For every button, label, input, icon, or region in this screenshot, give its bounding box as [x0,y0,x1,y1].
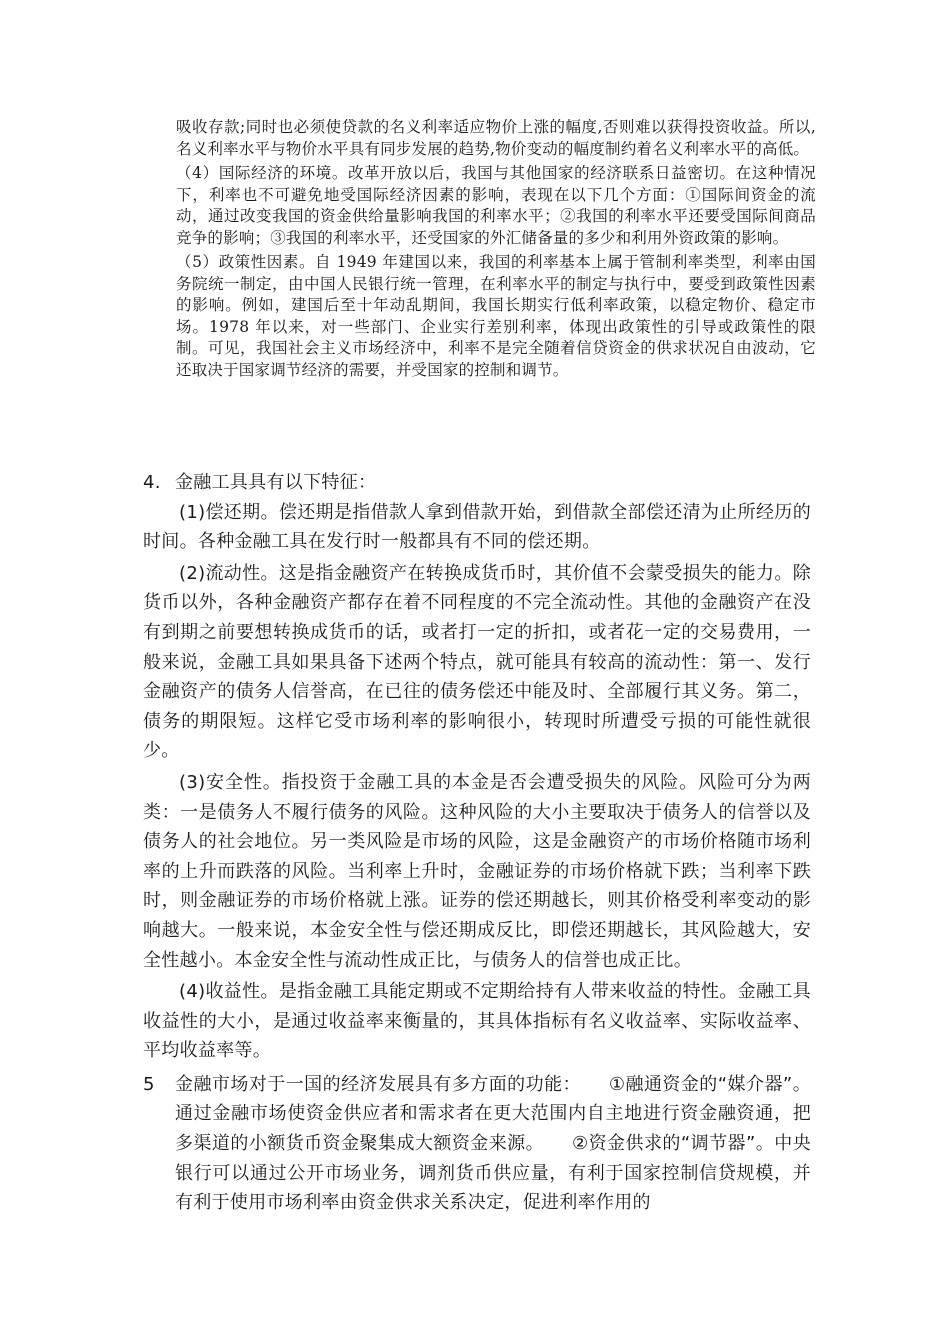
item-4-number: 4. [143,472,161,493]
interest-rate-factors-section [176,117,816,381]
repayment-period-paragraph: (1)偿还期。偿还期是指借款人拿到借款开始，到借款全部偿还清为止所经历的时间。各种金融工具在发行时一般都具有不同的偿还期。 [143,501,811,553]
international-economy-paragraph: （4）国际经济的环境。改革开放以后，我国与其他国家的经济联系日益密切。在这种情况下，利率也不可避免地受国际经济因素的影响，表现在以下几个方面：①国际间资金的流动，通过改变我国的资金供给量影响我国的利率水平；②我国的利率水平还要受国际间商品竞争的影响；③我国的利率水平，还受国家的外汇储备量的多少和利用外资政策的影响。 [176,164,816,247]
item-4-heading [143,468,811,498]
financial-instruments-section [143,468,811,1218]
item-5-number: 5 [143,1073,155,1095]
price-level-paragraph: 吸收存款;同时也必须使贷款的名义利率适应物价上涨的幅度,否则难以获得投资收益。所以,名义利率水平与物价水平具有同步发展的趋势,物价变动的幅度制约着名义利率水平的高低。 [176,118,816,158]
item-5-text: 金融市场对于一国的经济发展具有多方面的功能： ①融通资金的“媒介器”。通过金融市场使资金供应者和需求者在更大范围内自主地进行资金融资通，把多渠道的小额货币资金聚集成大额资金来源。 ②资金供求的“调节器”。中央银行可以通过公开市场业务，调剂货币供应量，有利于国家控制信贷规模，并有利于使用市场利率由资金供求关系决定，促进利率作用的 [175,1073,811,1214]
policy-factor-paragraph: （5）政策性因素。自 1949 年建国以来，我国的利率基本上属于管制利率类型，利率由国务院统一制定，由中国人民银行统一管理，在利率水平的制定与执行中，要受到政策性因素的影响。例如，建国后至十年动乱期间，我国长期实行低利率政策，以稳定物价、稳定市场。1978 年以来，对一些部门、企业实行差别利率，体现出政策性的引导或政策性的限制。可见，我国社会主义市场经济中，利率不是完全随着信贷资金的供求状况自由波动，它还取决于国家调节经济的需要，并受国家的控制和调节。 [176,253,816,379]
item-5 [143,1070,811,1218]
profitability-paragraph: (4)收益性。是指金融工具能定期或不定期给持有人带来收益的特性。金融工具收益性的大小，是通过收益率来衡量的，其具体指标有名义收益率、实际收益率、平均收益率等。 [143,981,811,1062]
safety-paragraph: (3)安全性。指投资于金融工具的本金是否会遭受损失的风险。风险可分为两类：一是债务人不履行债务的风险。这种风险的大小主要取决于债务人的信誉以及债务人的社会地位。另一类风险是市场的风险，这是金融资产的市场价格随市场利率的上升而跌落的风险。当利率上升时，金融证券的市场价格就下跌；当利率下跌时，则金融证券的市场价格就上涨。证券的偿还期越长，则其价格受利率变动的影响越大。一般来说，本金安全性与偿还期成反比，即偿还期越长，其风险越大，安全性越小。本金安全性与流动性成正比，与债务人的信誉也成正比。 [143,771,811,971]
item-4-heading-text: 金融工具具有以下特征： [175,472,377,493]
liquidity-paragraph: (2)流动性。这是指金融资产在转换成货币时，其价值不会蒙受损失的能力。除货币以外，各种金融资产都存在着不同程度的不完全流动性。其他的金融资产在没有到期之前要想转换成货币的话，或者打一定的折扣，或者花一定的交易费用，一般来说，金融工具如果具备下述两个特点，就可能具有较高的流动性：第一、发行金融资产的债务人信誉高，在已往的债务偿还中能及时、全部履行其义务。第二，债务的期限短。这样它受市场利率的影响很小，转现时所遭受亏损的可能性就很少。 [143,562,811,762]
